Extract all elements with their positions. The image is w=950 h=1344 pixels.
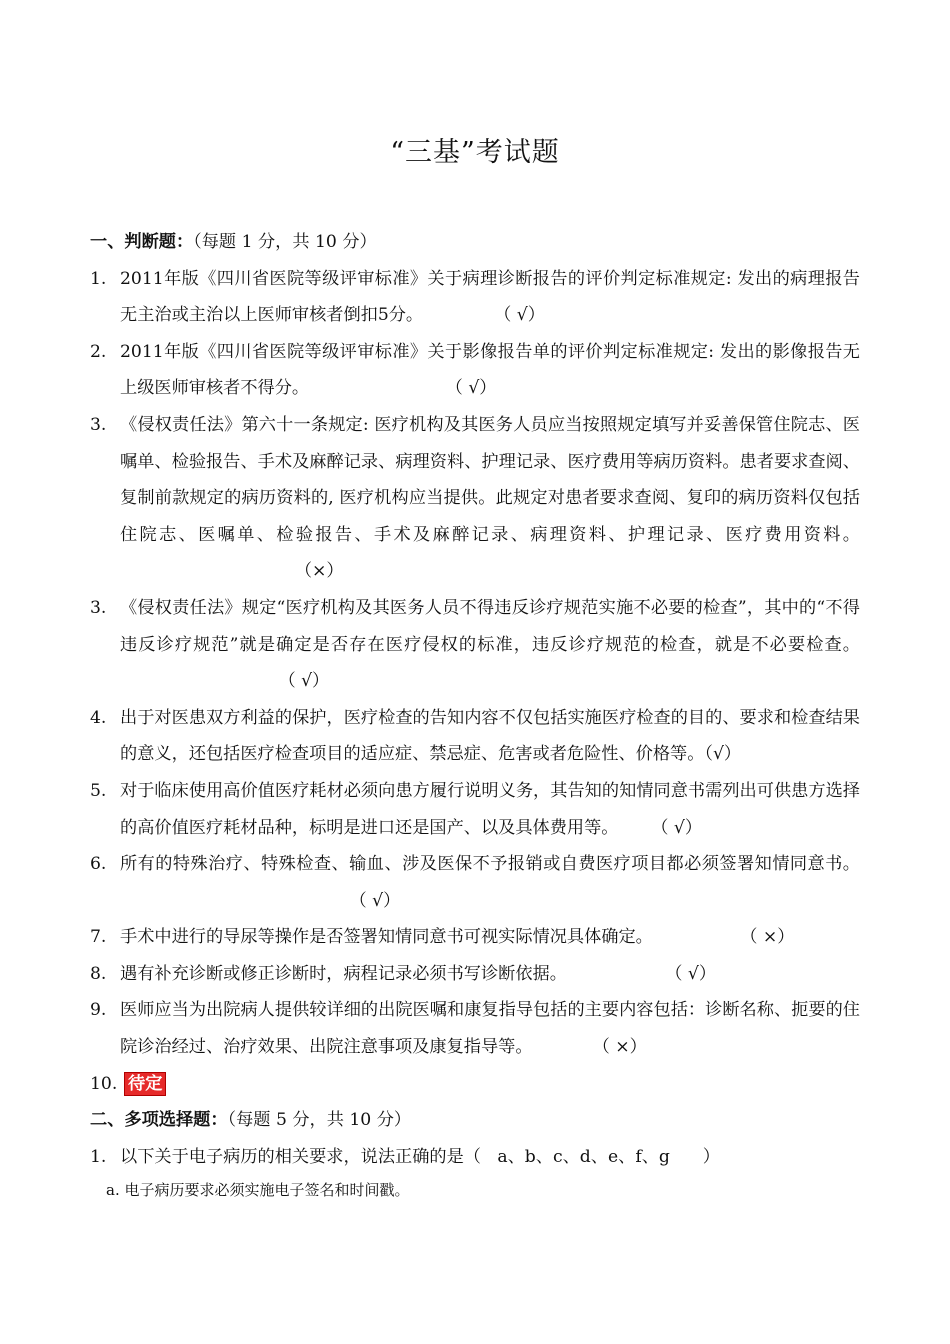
question-item [90, 773, 860, 846]
question-number: 8. [90, 963, 107, 984]
question-item [90, 1139, 860, 1176]
question-number: 3. [90, 414, 107, 435]
question-text: 医师应当为出院病人提供较详细的出院医嘱和康复指导包括的主要内容包括：诊断名称、扼要的住院诊治经过、治疗效果、出院注意事项及康复指导等。 [120, 1000, 860, 1058]
question-item [90, 590, 860, 700]
question-answer: （ √） [494, 305, 545, 326]
question-answer: a、b、c、d、e、f、g [497, 1146, 670, 1167]
question-number: 4. [90, 707, 107, 728]
question-answer: （ √） [665, 963, 717, 984]
question-answer: （ √） [445, 378, 497, 399]
question-text: 以下关于电子病历的相关要求，说法正确的是（ [120, 1146, 481, 1167]
document-body [90, 224, 860, 1205]
option-item: a. 电子病历要求必须实施电子签名和时间戳。 [106, 1181, 410, 1200]
question-text: 2011年版《四川省医院等级评审标准》关于影像报告单的评价判定标准规定: 发出的影像报告无上级医师审核者不得分。 [120, 341, 860, 399]
question-number: 3. [90, 597, 107, 618]
question-text: 《侵权责任法》规定“医疗机构及其医务人员不得违反诊疗规范实施不必要的检查”，其中的“不得违反诊疗规范”就是确定是否存在医疗侵权的标准，违反诊疗规范的检查，就是不必要检查。 [120, 597, 860, 655]
question-number: 6. [90, 854, 107, 875]
question-item [90, 846, 860, 919]
pending-highlight: 待定 [124, 1072, 166, 1096]
section-title: 一、判断题： [90, 232, 194, 252]
question-text: 手术中进行的导尿等操作是否签署知情同意书可视实际情况具体确定。 [120, 927, 653, 948]
question-text: 遇有补充诊断或修正诊断时，病程记录必须书写诊断依据。 [120, 963, 567, 984]
question-text: 对于临床使用高价值医疗耗材必须向患方履行说明义务，其告知的知情同意书需列出可供患方选择的高价值医疗耗材品种，标明是进口还是国产、以及具体费用等。 [120, 780, 860, 838]
question-item [90, 700, 860, 773]
question-answer: （ ×） [592, 1037, 647, 1058]
question-item [90, 261, 860, 334]
page-title: “三基”考试题 [390, 137, 560, 168]
question-text: 所有的特殊治疗、特殊检查、输血、涉及医保不予报销或自费医疗项目都必须签署知情同意书。 [120, 854, 860, 875]
question-item [90, 334, 860, 407]
question-number: 9. [90, 1000, 107, 1021]
section-note: （每题 1 分，共 10 分） [193, 232, 377, 252]
question-number: 5. [90, 780, 107, 801]
question-item [90, 407, 860, 590]
question-number: 2. [90, 341, 107, 362]
question-answer: （ ×） [740, 927, 795, 948]
question-number: 1. [90, 268, 107, 289]
section-note: （每题 5 分，共 10 分） [227, 1110, 412, 1131]
question-text: 出于对医患双方利益的保护，医疗检查的告知内容不仅包括实施医疗检查的目的、要求和检查结果的意义，还包括医疗检查项目的适应症、禁忌症、危害或者危险性、价格等。 [120, 707, 860, 765]
question-number: 7. [90, 927, 107, 948]
question-close: ） [702, 1146, 720, 1167]
section-title: 二、多项选择题： [90, 1110, 228, 1131]
question-answer: （ √） [651, 817, 703, 838]
question-item [90, 992, 860, 1065]
section-heading-judgment [90, 224, 860, 261]
question-answer: （√） [704, 744, 742, 765]
question-item [90, 919, 860, 956]
question-text: 《侵权责任法》第六十一条规定: 医疗机构及其医务人员应当按照规定填写并妥善保管住院志、医嘱单、检验报告、手术及麻醉记录、病理资料、护理记录、医疗费用等病历资料。患者要求查阅、复制前款规定的病历资料的, 医疗机构应当提供。此规定对患者要求查阅、复印的病历资料仅包括住院志、医嘱单、检验报告、手术及麻醉记录、病理资料、护理记录、医疗费用资料。 [120, 414, 860, 545]
question-number: 1. [90, 1146, 107, 1167]
section-heading-multiple-choice [90, 1102, 860, 1139]
question-answer: （ √） [278, 671, 330, 692]
question-text: 2011年版《四川省医院等级评审标准》关于病理诊断报告的评价判定标准规定: 发出的病理报告无主治或主治以上医师审核者倒扣5分。 [120, 268, 860, 326]
question-answer: （×） [294, 561, 344, 582]
question-item [90, 1066, 860, 1103]
question-item [90, 956, 860, 993]
question-answer: （ √） [349, 890, 401, 911]
question-number: 10. [90, 1073, 118, 1094]
